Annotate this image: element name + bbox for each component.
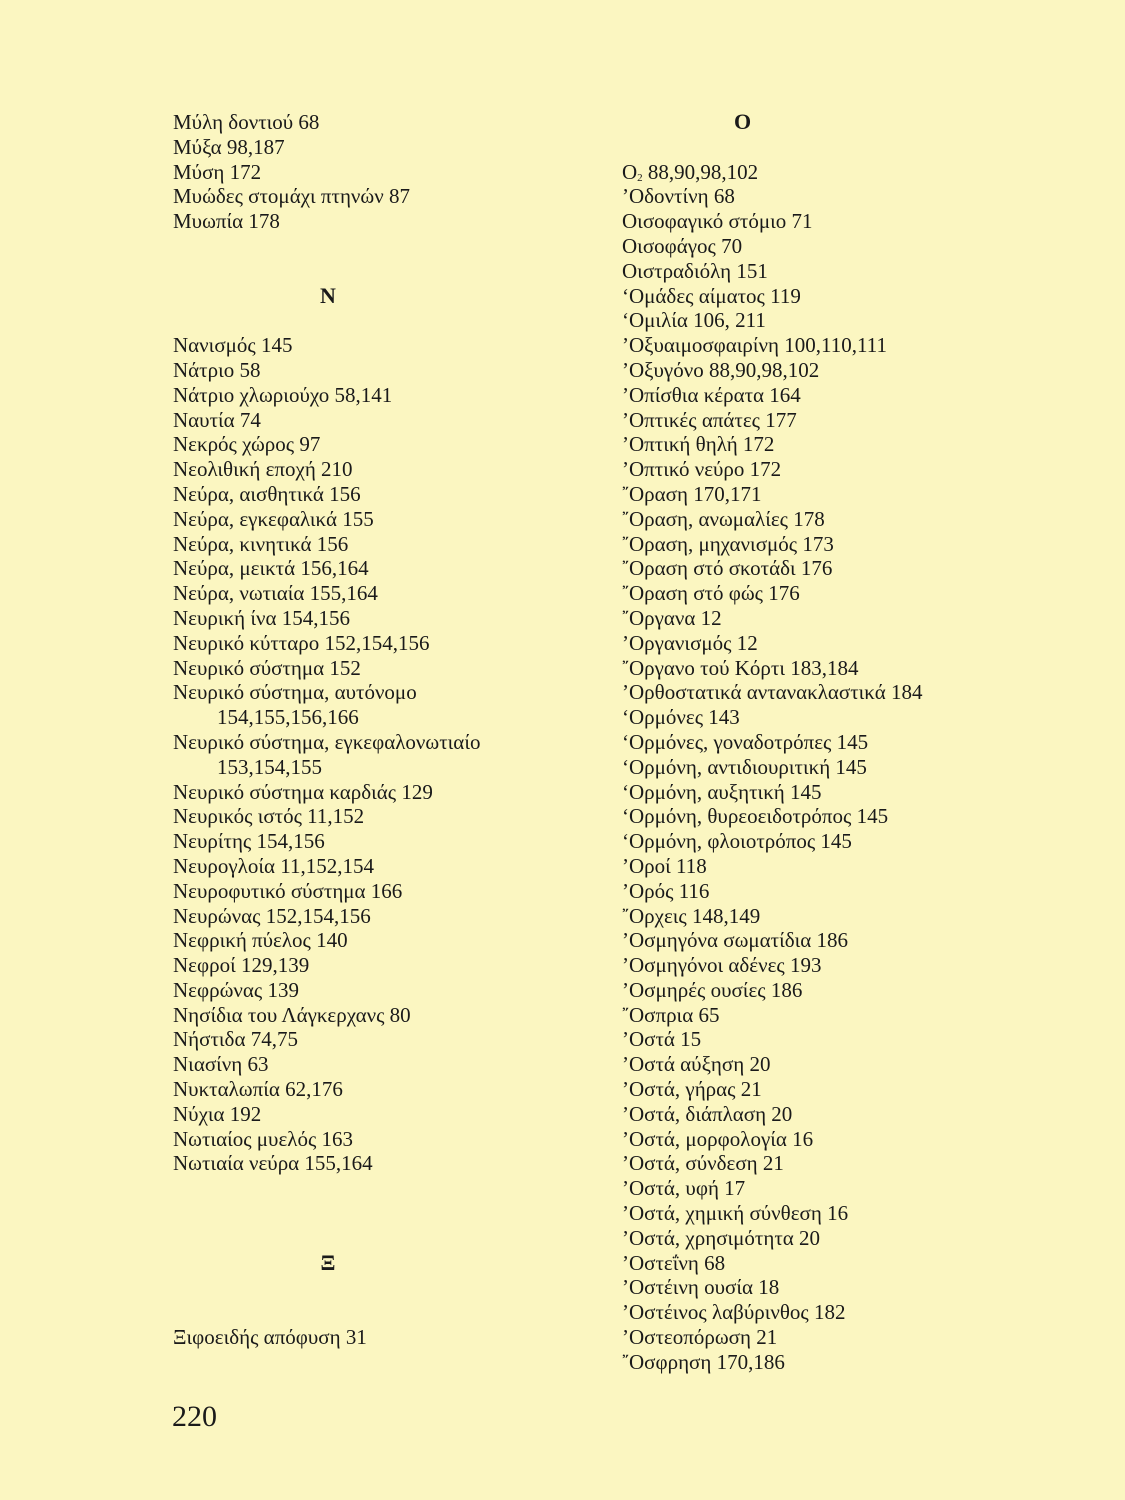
index-entry: 153,154,155 [217, 754, 322, 779]
index-entry: Νάτριο 58 [173, 357, 261, 382]
index-entry: Νεφρική πύελος 140 [173, 928, 348, 953]
index-entry: ’Οστά, σύνδεση 21 [622, 1151, 784, 1176]
index-entry: ’Οροί 118 [622, 853, 707, 878]
index-entry: Νευρικό σύστημα, αυτόνομο [173, 680, 417, 705]
index-entry: ’Οστά, χημική σύνθεση 16 [622, 1201, 849, 1226]
index-entry: ‘Ορμόνη, αντιδιουριτική 145 [622, 754, 867, 779]
index-entry: Νεύρα, αισθητικά 156 [173, 481, 361, 506]
index-entry: ῎Οραση στό σκοτάδι 176 [622, 556, 833, 581]
index-entry: Μύση 172 [173, 159, 262, 184]
index-entry: ’Οξυαιμοσφαιρίνη 100,110,111 [622, 333, 887, 358]
index-entry: ῎Οραση, ανωμαλίες 178 [622, 506, 825, 531]
entries-o [622, 184, 1102, 1374]
index-entry: ῎Οργανα 12 [622, 605, 722, 630]
index-entry: Νύχια 192 [173, 1101, 262, 1126]
index-entry: Οισοφαγικό στόμιο 71 [622, 209, 813, 234]
index-entry: ’Οσμηρές ουσίες 186 [622, 977, 803, 1002]
index-entry: ’Οπτικό νεύρο 172 [622, 457, 782, 482]
index-entry: Νεφροί 129,139 [173, 953, 310, 978]
index-entry: Μυώδες στομάχι πτηνών 87 [173, 184, 410, 209]
index-entry: ’Οστέινος λαβύρινθος 182 [622, 1300, 846, 1325]
index-entry: ’Οστά, γήρας 21 [622, 1077, 762, 1102]
o2-symbol: Ο [622, 159, 638, 184]
index-entry: Νευρογλοία 11,152,154 [173, 853, 374, 878]
index-entry: ’Ορθοστατικά αντανακλαστικά 184 [622, 680, 923, 705]
index-entry: ῎Οργανο τού Κόρτι 183,184 [622, 655, 859, 680]
index-entry: Νεύρα, κινητικά 156 [173, 531, 349, 556]
index-entry: ’Οστά, χρησιμότητα 20 [622, 1225, 821, 1250]
index-entry: ‘Ορμόνη, αυξητική 145 [622, 779, 822, 804]
index-entry: ‘Ορμόνη, φλοιοτρόπος 145 [622, 829, 852, 854]
index-entry: Νανισμός 145 [173, 333, 293, 358]
index-entry: ‘Ορμόνη, θυρεοειδοτρόπος 145 [622, 804, 889, 829]
o2-pages: 88,90,98,102 [647, 159, 759, 184]
index-entry: Νεύρα, εγκεφαλικά 155 [173, 506, 374, 531]
entries-n [173, 333, 573, 1176]
index-entry: ’Οξυγόνο 88,90,98,102 [622, 357, 820, 382]
index-entry: Νευρική ίνα 154,156 [173, 605, 350, 630]
index-entry: ‘Ομάδες αίματος 119 [622, 283, 801, 308]
index-entry: Νεκρός χώρος 97 [173, 432, 321, 457]
index-entry: ’Οστά, υφή 17 [622, 1176, 746, 1201]
index-entry: 154,155,156,166 [217, 705, 359, 730]
index-entry: Νυκταλωπία 62,176 [173, 1077, 343, 1102]
section-heading-n: Ν [320, 282, 336, 308]
index-entry: Νεύρα, μεικτά 156,164 [173, 556, 369, 581]
index-entry: Νεολιθική εποχή 210 [173, 457, 353, 482]
index-entry: Νευρικός ιστός 11,152 [173, 804, 365, 829]
index-entry: Νησίδια του Λάγκερχανς 80 [173, 1002, 411, 1027]
index-entry: ’Οστά αύξηση 20 [622, 1052, 771, 1077]
index-entry: ’Οστέινη ουσία 18 [622, 1275, 780, 1300]
index-entry: ῎Οραση στό φώς 176 [622, 581, 800, 606]
index-entry: ’Οργανισμός 12 [622, 630, 758, 655]
index-entry: Νεύρα, νωτιαία 155,164 [173, 581, 378, 606]
index-entry: Νευροφυτικό σύστημα 166 [173, 878, 403, 903]
section-heading-xi: Ξ [320, 1249, 336, 1275]
index-entry: ’Οσμηγόνοι αδένες 193 [622, 953, 822, 978]
index-entry: ῎Οσφρηση 170,186 [622, 1349, 785, 1374]
index-entry: ῎Οσπρια 65 [622, 1002, 720, 1027]
index-entry: ’Ορός 116 [622, 878, 710, 903]
index-entry: Νήστιδα 74,75 [173, 1027, 298, 1052]
index-entry: ῎Οραση 170,171 [622, 481, 762, 506]
index-entry: ’Οστεοπόρωση 21 [622, 1325, 778, 1350]
right-column [622, 110, 1102, 1375]
index-entry: ’Οδοντίνη 68 [622, 184, 735, 209]
index-entry: Ναυτία 74 [173, 407, 261, 432]
index-entry-o2 [622, 160, 1102, 185]
index-entry: Οιστραδιόλη 151 [622, 258, 768, 283]
entries-m [173, 110, 573, 234]
index-entry: ’Οπτικές απάτες 177 [622, 407, 797, 432]
index-entry: ‘Ορμόνες 143 [622, 705, 740, 730]
index-entry: ’Οπτική θηλή 172 [622, 432, 775, 457]
entries-xi [173, 1325, 573, 1350]
index-entry: Νευρικό σύστημα 152 [173, 655, 361, 680]
index-entry: Μύλη δοντιού 68 [173, 110, 320, 134]
index-entry: ’Οσμηγόνα σωματίδια 186 [622, 928, 849, 953]
o2-subscript: 2 [637, 171, 643, 184]
index-entry: Νευρίτης 154,156 [173, 829, 325, 854]
index-entry: ‘Ορμόνες, γοναδοτρόπες 145 [622, 729, 869, 754]
section-heading-o: Ο [734, 109, 752, 134]
index-entry: ’Οπίσθια κέρατα 164 [622, 382, 801, 407]
index-entry: Νευρικό κύτταρο 152,154,156 [173, 630, 430, 655]
index-entry: Νωτιαία νεύρα 155,164 [173, 1151, 373, 1176]
index-entry: Νάτριο χλωριούχο 58,141 [173, 382, 393, 407]
index-entry: ’Οστά, μορφολογία 16 [622, 1126, 814, 1151]
index-entry: ’Οστά 15 [622, 1027, 702, 1052]
index-entry: Οισοφάγος 70 [622, 233, 743, 258]
index-entry: Νευρικό σύστημα, εγκεφαλονωτιαίο [173, 729, 481, 754]
index-entry: Νιασίνη 63 [173, 1052, 269, 1077]
index-entry: ῎Ορχεις 148,149 [622, 903, 761, 928]
index-entry: Μυωπία 178 [173, 209, 280, 234]
index-entry: Μύξα 98,187 [173, 134, 285, 159]
index-entry: Νωτιαίος μυελός 163 [173, 1126, 354, 1151]
index-entry: ’Οστεΐνη 68 [622, 1250, 726, 1275]
index-entry: ‘Ομιλία 106, 211 [622, 308, 766, 333]
index-entry: Ξιφοειδής απόφυση 31 [173, 1325, 367, 1350]
index-entry: ’Οστά, διάπλαση 20 [622, 1101, 793, 1126]
index-entry: Νευρικό σύστημα καρδιάς 129 [173, 779, 433, 804]
index-entry: Νευρώνας 152,154,156 [173, 903, 371, 928]
page-number: 220 [172, 1400, 217, 1433]
index-entry: Νεφρώνας 139 [173, 977, 299, 1002]
index-entry: ῎Οραση, μηχανισμός 173 [622, 531, 834, 556]
left-column [173, 110, 573, 1350]
